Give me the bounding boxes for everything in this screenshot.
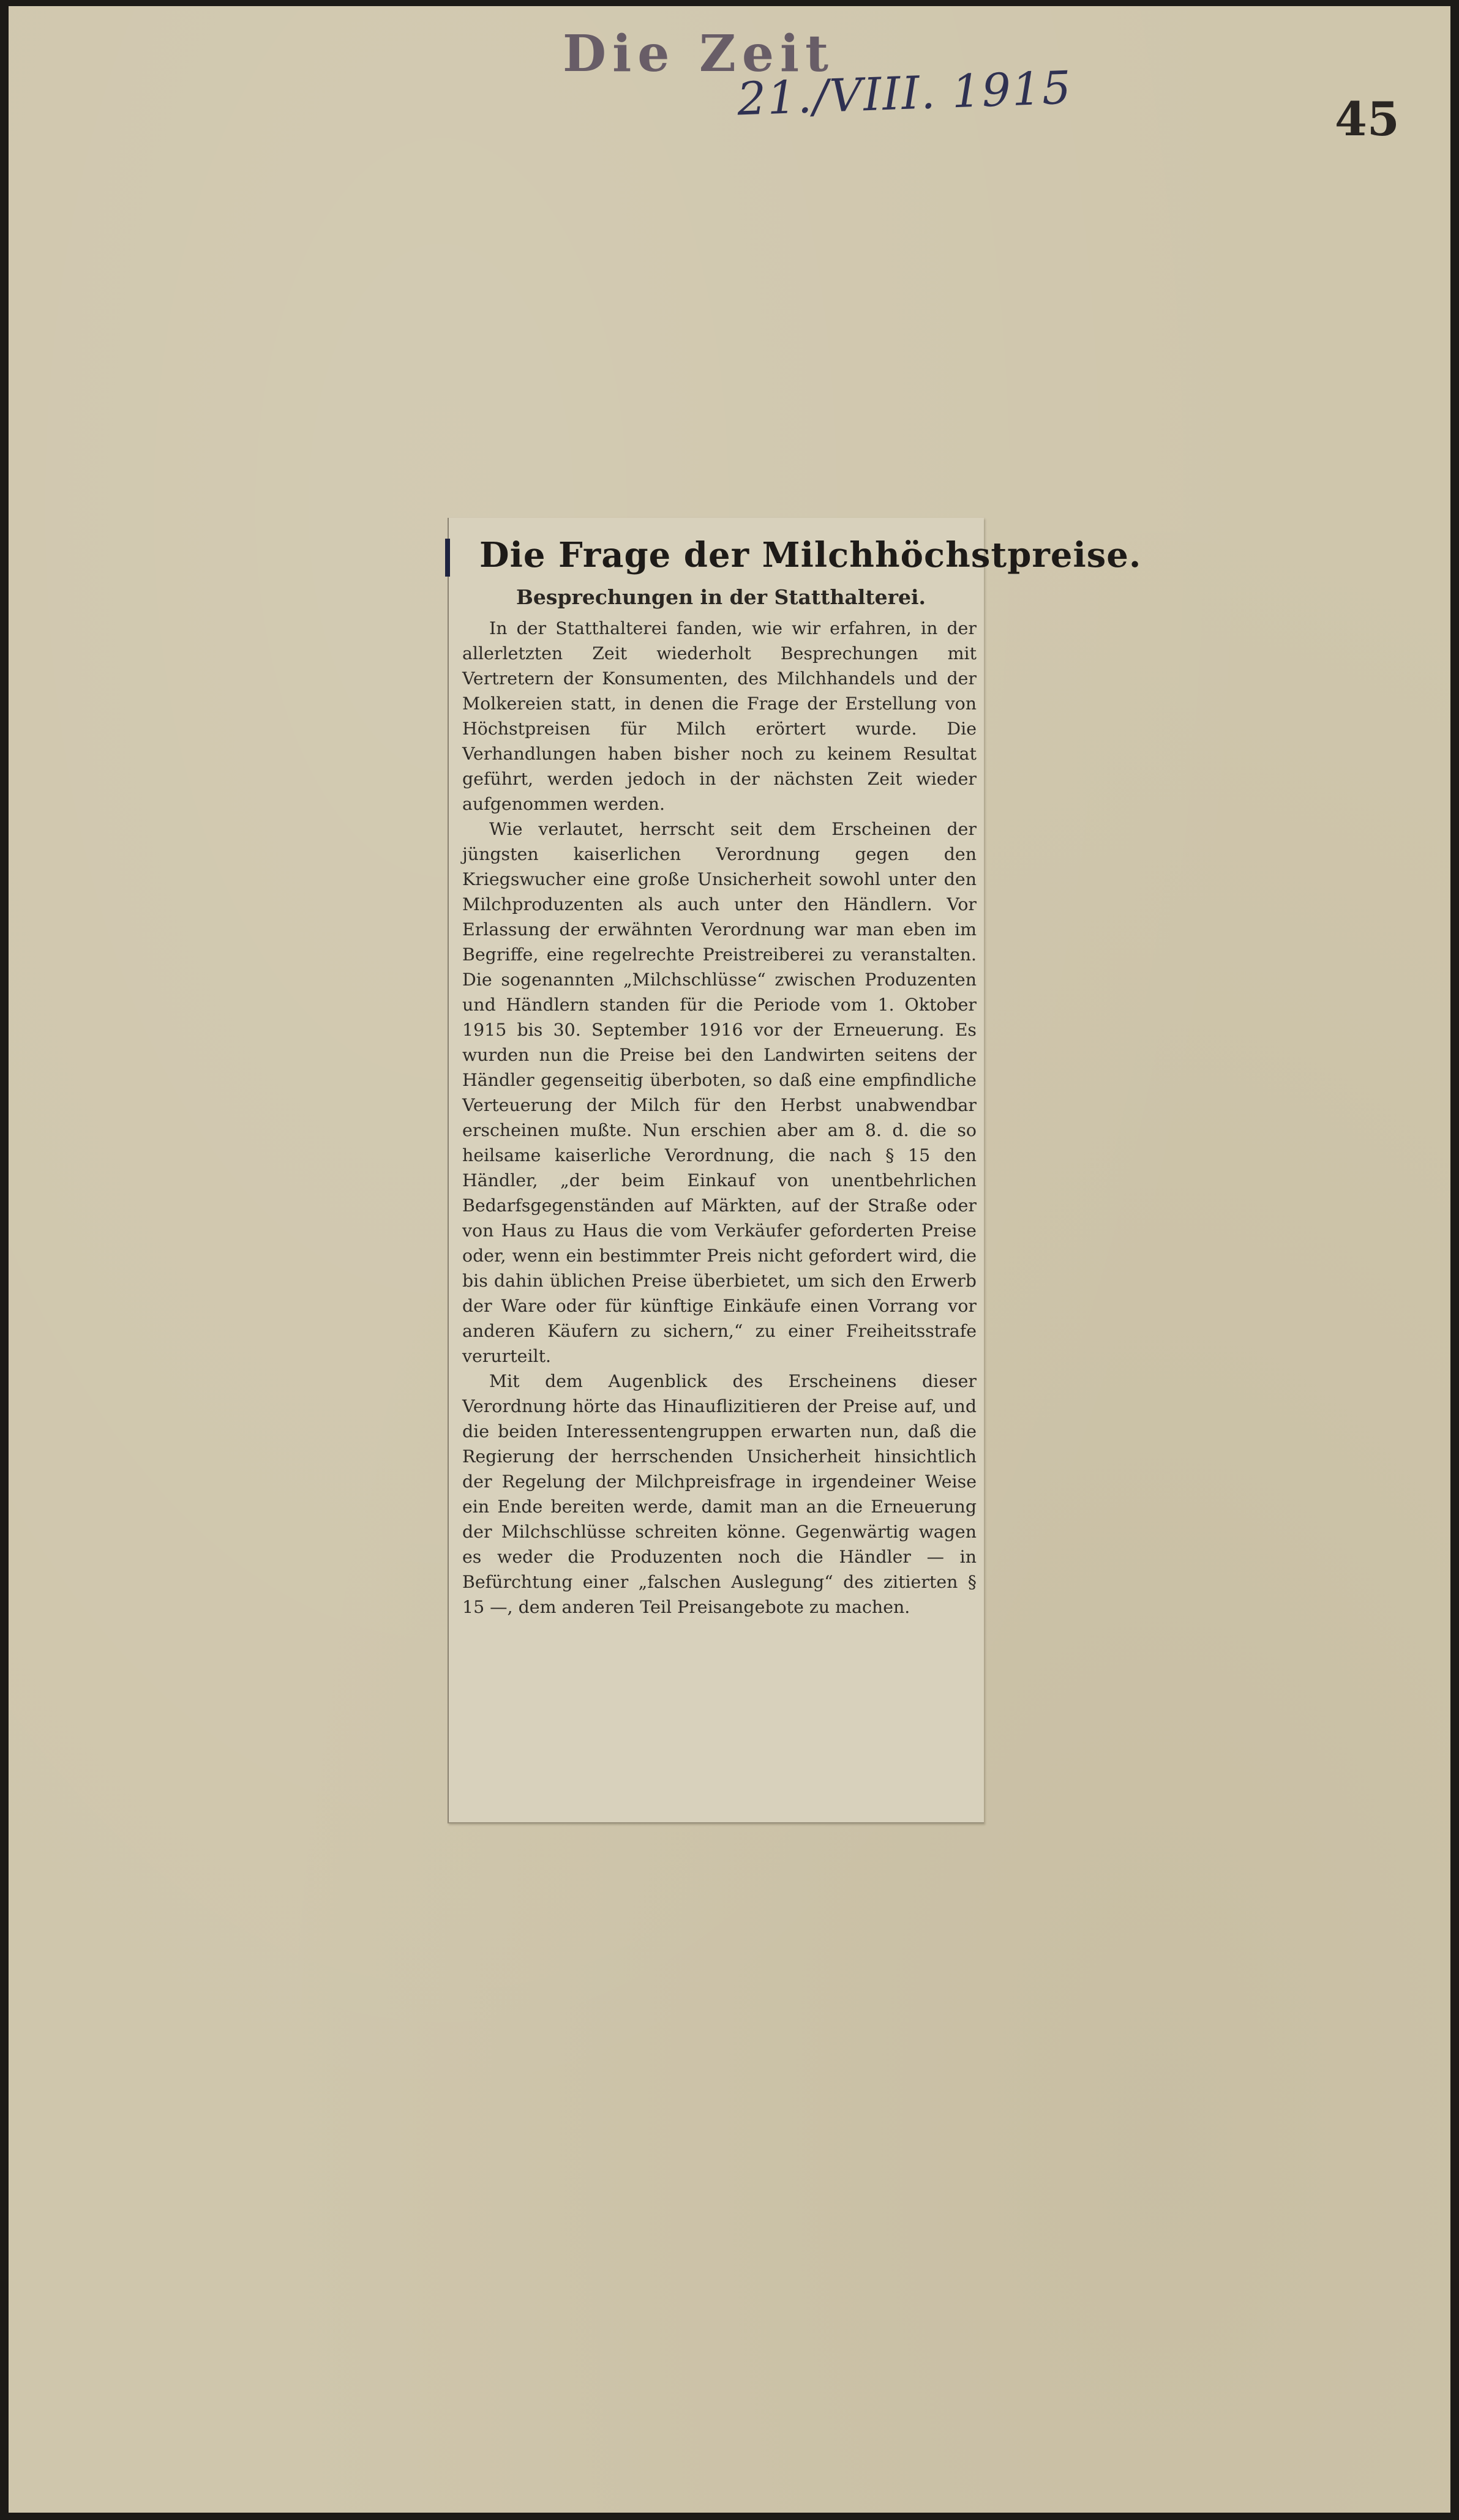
article-paragraph: Wie verlautet, herrscht seit dem Erscheinen der jüngsten kaiserlichen Verordnung gegen den Kriegswucher eine große Unsicherheit sowohl unter den Milchproduzenten als auch unter den Händlern. Vor Erlassung der erwähnten Verordnung war man eben im Begriffe, eine regelrechte Preistreiberei zu veranstalten. Die sogenannten „Milchschlüsse“ zwischen Produzenten und Händlern standen für die Periode vom 1. Oktober 1915 bis 30. September 1916 vor der Erneuerung. Es wurden nun die Preise bei den Landwirten seitens der Händler gegenseitig überboten, so daß eine empfindliche Verteuerung der Milch für den Herbst unabwendbar erscheinen mußte. Nun erschien aber am 8. d. die so heilsame kaiserliche Verordnung, die nach § 15 den Händler, „der beim Einkauf von unentbehrlichen Bedarfsgegenständen auf Märkten, auf der Straße oder von Haus zu Haus die vom Verkäufer geforderten Preise oder, wenn ein bestimmter Preis nicht gefordert wird, die bis dahin üblichen Preise überbietet, um sich den Erwerb der Ware oder für künftige Einkäufe einen Vorrang vor anderen Käufern zu sichern,“ zu einer Freiheitsstrafe verurteilt. (462, 819, 977, 1366)
page-number: 45 (1335, 92, 1400, 146)
article-subheadline: Besprechungen in der Statthalterei. (516, 585, 926, 609)
newspaper-stamp: Die Zeit (563, 24, 835, 83)
article-body (462, 616, 977, 1620)
article-paragraph: In der Statthalterei fanden, wie wir erfahren, in der allerletzten Zeit wiederholt Besprechungen mit Vertretern der Konsumenten, des Milchhandels und der Molkereien statt, in denen die Frage der Erstellung von Höchstpreisen für Milch erörtert wurde. Die Verhandlungen haben bisher noch zu keinem Resultat geführt, werden jedoch in der nächsten Zeit wieder aufgenommen werden. (462, 618, 977, 814)
article-paragraph: Mit dem Augenblick des Erscheinens dieser Verordnung hörte das Hinauflizitieren der Preise auf, und die beiden Interessentengruppen erwarten nun, daß die Regierung der herrschenden Unsicherheit hinsichtlich der Regelung der Milchpreisfrage in irgendeiner Weise ein Ende bereiten werde, damit man an die Erneuerung der Milchschlüsse schreiten könne. Gegenwärtig wagen es weder die Produzenten noch die Händler — in Befürchtung einer „falschen Auslegung“ des zitierten § 15 —, dem anderen Teil Preisangebote zu machen. (462, 1371, 977, 1617)
newspaper-clipping (448, 518, 1142, 1823)
handwritten-date: 21./VIII. 1915 (736, 61, 1073, 126)
clipping-edge-mark (445, 539, 450, 577)
archive-sheet (9, 6, 1450, 2513)
article-headline: Die Frage der Milchhöchstpreise. (479, 535, 1142, 575)
